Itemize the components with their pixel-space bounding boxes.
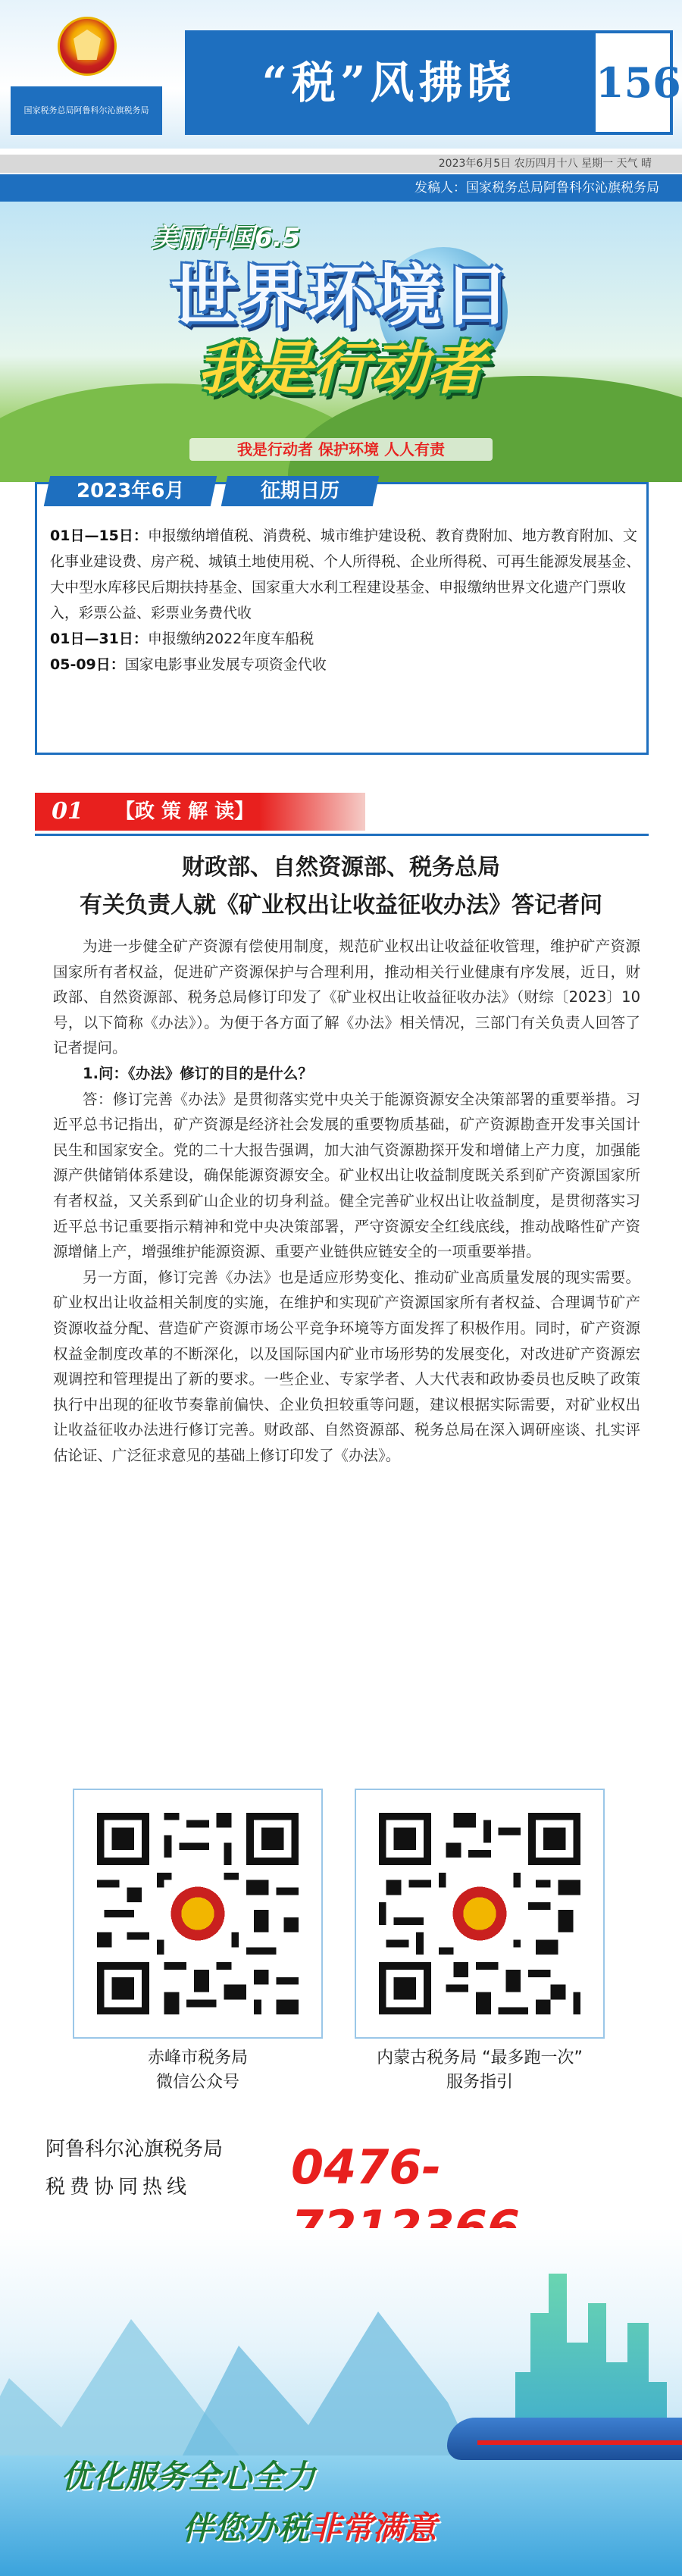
calendar-date-label: 2023年6月 [76, 480, 185, 502]
masthead-title-box [185, 30, 593, 135]
banner-title-line2: 我是行动者 [197, 334, 485, 402]
hotline-label: 税费协同热线 [45, 2176, 192, 2199]
article-paragraph: 另一方面，修订完善《办法》也是适应形势变化、推动矿业高质量发展的现实需要。矿业权出让收益相关制度的实施，在维护和实现矿产资源国家所有者权益、合理调节矿产资源收益分配、营造矿产资源市场公平竞争环境等方面发挥了积极作用。同时，矿产资源权益金制度改革的不断深化，以及国际国内矿业市场形势的发展变化，对改进矿产资源宏观调控和管理提出了新的要求。一些企业、专家学者、人大代表和政协委员也反映了政策执行中出现的征收节奏靠前偏快、企业负担较重等问题，建议根据实际需要，对矿业权出让收益征收办法进行修订完善。财政部、自然资源部、税务总局在深入调研座谈、扎实评估论证、广泛征求意见的基础上修订印发了《办法》。 [53, 1268, 640, 1464]
issue-number-box [593, 30, 681, 135]
calendar-item [50, 626, 641, 652]
tax-emblem-icon [58, 17, 117, 76]
section-divider [35, 834, 649, 836]
qr-code-inner-mongolia-guide[interactable] [355, 1789, 605, 2039]
qr-code-chifeng-wechat[interactable] [73, 1789, 323, 2039]
article-body [53, 934, 640, 1468]
calendar-item [50, 652, 641, 678]
banner-title-line1: 世界环境日 [170, 257, 512, 335]
banner-subtitle: 美丽中国6.5 [152, 223, 301, 253]
section-label: 【政 策 解 读】 [100, 793, 365, 831]
section-number: 01 [35, 793, 100, 831]
footer-slogan-line1: 优化服务全心全力 [61, 2458, 316, 2495]
calendar-title-tab [221, 476, 380, 506]
qr-caption-line1: 内蒙古税务局 “最多跑一次” [377, 2049, 583, 2067]
article-title [30, 849, 652, 925]
footer-slogan-emphasis: 非常满意 [309, 2509, 437, 2546]
calendar-item-range: 05-09日： [50, 656, 125, 673]
calendar-item-text: 申报缴纳增值税、消费税、城市维护建设税、教育费附加、地方教育附加、文化事业建设费、房产税、城镇土地使用税、个人所得税、企业所得税、可再生能源发展基金、大中型水库移民后期扶持基金、国家重大水利工程建设基金、申报缴纳世界文化遗产门票收入，彩票公益、彩票业务费代收 [50, 527, 641, 621]
article-title-line1: 财政部、自然资源部、税务总局 [182, 854, 500, 881]
calendar-list [50, 523, 641, 678]
calendar-item-range: 01日—31日： [50, 631, 148, 647]
calendar-title: 征期日历 [260, 480, 339, 502]
calendar-item-text: 申报缴纳2022年度车船税 [147, 631, 314, 647]
date-line: 2023年6月5日 农历四月十八 星期一 天气 晴 [438, 158, 652, 170]
hotline-number[interactable]: 0476- [291, 2139, 442, 2195]
footer-slogan-line2 [182, 2506, 667, 2551]
calendar-item-text: 国家电影事业发展专项资金代收 [124, 656, 327, 673]
logo-caption: 国家税务总局阿鲁科尔沁旗税务局 [11, 86, 162, 135]
section-header [35, 793, 365, 831]
calendar-date-tab [44, 476, 217, 506]
calendar-item [50, 523, 641, 626]
banner-slogan: 我是行动者 保护环境 人人有责 [189, 438, 493, 461]
footer-slogan-prefix: 伴您办税 [182, 2509, 310, 2546]
publisher-bar [0, 174, 682, 202]
qr-caption-line2: 服务指引 [446, 2073, 513, 2092]
hotline-office: 阿鲁科尔沁旗税务局 [45, 2138, 224, 2161]
qr-caption [69, 2046, 327, 2095]
logo [11, 11, 162, 139]
qr-caption [351, 2046, 608, 2095]
qr-caption-line1: 赤峰市税务局 [147, 2049, 248, 2067]
date-bar [0, 155, 682, 173]
calendar-item-range: 01日—15日： [50, 527, 148, 544]
article-paragraph: 答：修订完善《办法》是贯彻落实党中央关于能源资源安全决策部署的重要举措。习近平总书记指出，矿产资源是经济社会发展的重要物质基础，矿产资源勘查开发事关国计民生和国家安全。党的二十大报告强调，加大油气资源勘探开发和增储上产力度，加强能源产供储销体系建设，确保能源资源安全。矿业权出让收益制度既关系到矿产资源国家所有者权益，又关系到矿山企业的切身利益。健全完善矿业权出让收益制度，是贯彻落实习近平总书记重要指示精神和党中央决策部署，严守资源安全红线底线，推动战略性矿产资源增储上产，增强维护能源资源、重要产业链供应链安全的一项重要举措。 [53, 1090, 640, 1261]
qr-code-icon [89, 1805, 306, 2022]
issue-number: 156 [596, 58, 681, 107]
environment-day-banner [0, 202, 682, 482]
publisher: 发稿人：国家税务总局阿鲁科尔沁旗税务局 [415, 180, 659, 196]
qr-caption-line2: 微信公众号 [155, 2073, 239, 2092]
header [0, 0, 682, 149]
article-question: 1.问：《办法》修订的目的是什么？ [83, 1064, 313, 1082]
article-title-line2: 有关负责人就《矿业权出让收益征收办法》答记者问 [80, 892, 602, 919]
qr-code-icon [371, 1805, 588, 2022]
masthead-title: “税”风拂晓 [261, 57, 516, 108]
article-paragraph: 为进一步健全矿产资源有偿使用制度，规范矿业权出让收益征收管理，维护矿产资源国家所有者权益，促进矿产资源保护与合理利用，推动相关行业健康有序发展，近日，财政部、自然资源部、税务总局修订印发了《矿业权出让收益征收办法》（财综〔2023〕10号，以下简称《办法》）。为便于各方面了解《办法》相关情况，三部门有关负责人回答了记者提问。 [53, 937, 640, 1057]
